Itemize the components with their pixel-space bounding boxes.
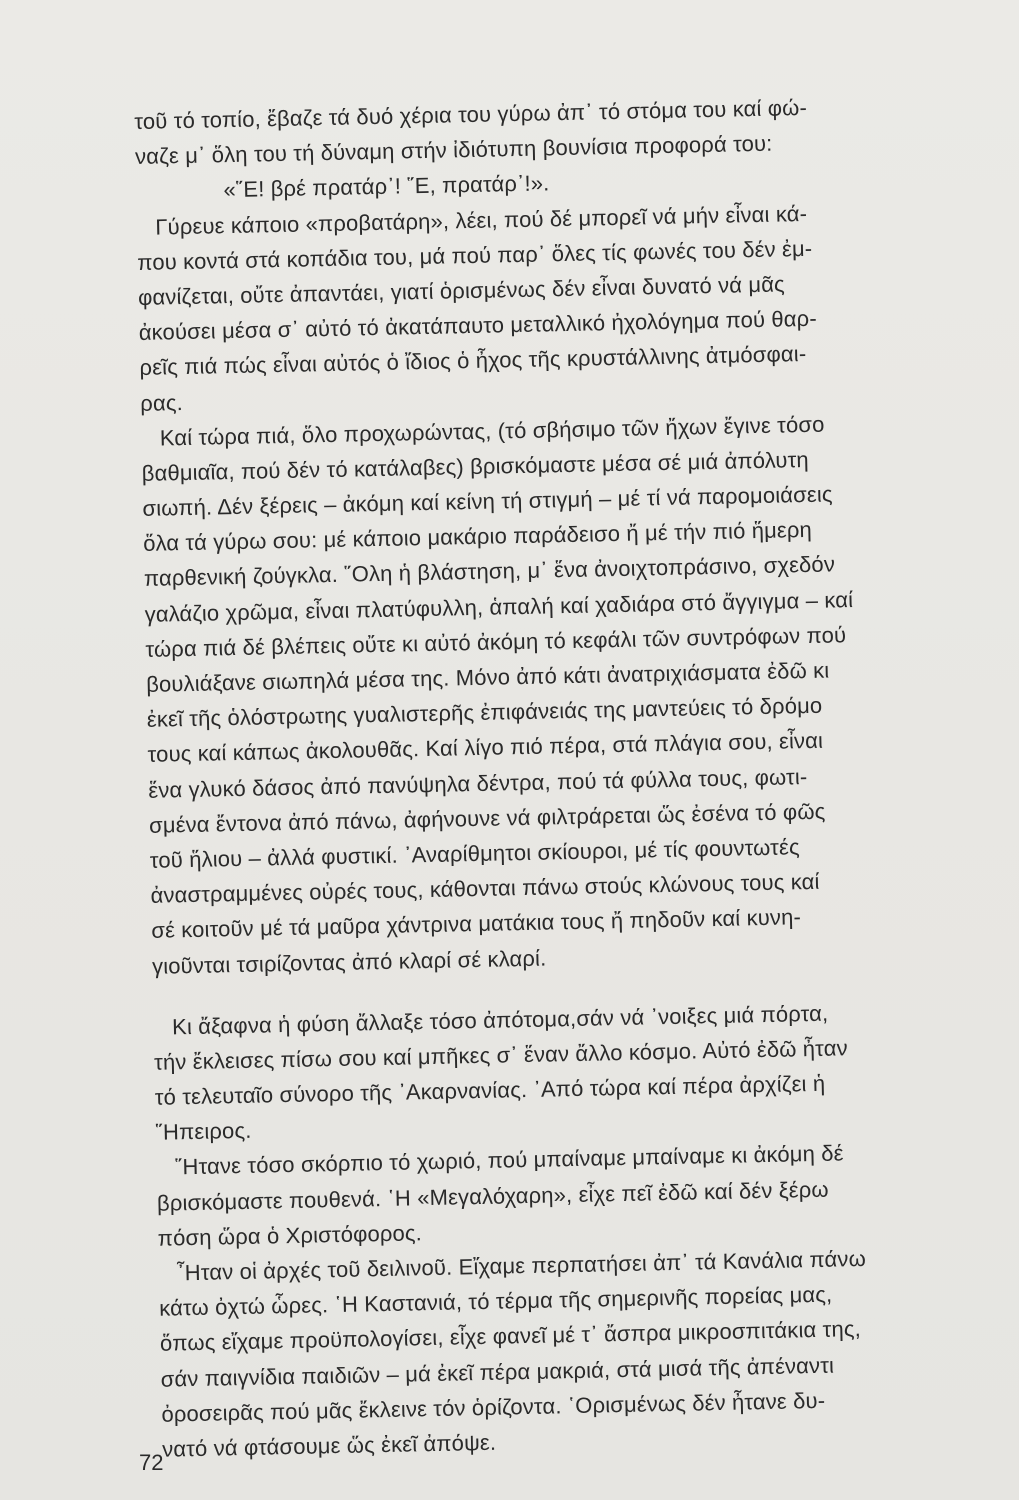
text-line: σέ κοιτοῦν μέ τά μαῦρα χάντρινα ματάκια τους ἤ πηδοῦν καί κυνη-	[151, 904, 802, 944]
text-line: κάτω ὀχτώ ὧρες. ῾Η Καστανιά, τό τέρμα τῆς σημερινῆς πορείας μας,	[158, 1281, 833, 1321]
text-line: σμένα ἔντονα ἀπό πάνω, ἀφήνουνε νά φιλτράρεται ὥς ἐσένα τό φῶς	[148, 798, 826, 838]
text-line: ἀκούσει μέσα σ᾽ αὐτό τό ἀκατάπαυτο μεταλλικό ἠχολόγημα πού θαρ-	[138, 305, 818, 346]
text-line: σιωπή. Δέν ξέρεις – ἀκόμη καί κείνη τή στιγμή – μέ τί νά παρομοιάσεις	[142, 481, 833, 521]
text-line: βουλιάξανε σιωπηλά μέσα της. Μόνο ἀπό κάτι ἀνατριχιάσματα ἐδῶ κι	[145, 657, 830, 697]
text-line: τό τελευταῖο σύνορο τῆς ᾽Ακαρνανίας. ᾽Από τώρα καί πέρα ἀρχίζει ἡ	[154, 1070, 826, 1110]
text-line: που κοντά στά κοπάδια του, μά πού παρ᾽ ὅλες τίς φωνές του δέν ἐμ-	[137, 235, 813, 275]
text-line: ὅλα τά γύρω σου: μέ κάποιο μακάριο παράδεισο ἤ μέ τήν πιό ἥμερη	[142, 517, 813, 557]
page-number: 72	[139, 1450, 164, 1475]
text-line: τώρα πιά δέ βλέπεις οὔτε κι αὐτό ἀκόμη τό κεφάλι τῶν συντρόφων πού	[145, 622, 847, 662]
text-line: Καί τώρα πιά, ὅλο προχωρώντας, (τό σβήσιμο τῶν ἤχων ἔγινε τόσο	[140, 411, 825, 451]
text-line: παρθενική ζούγκλα. ῞Ολη ἡ βλάστηση, μ᾽ ἕνα ἀνοιχτοπράσινο, σχεδόν	[143, 551, 836, 592]
text-line: ρας.	[140, 389, 184, 416]
text-line: ναζε μ᾽ ὅλη του τή δύναμη στήν ἰδιότυπη βουνίσια προφορά του:	[134, 130, 773, 170]
text-line: γαλάζιο χρῶμα, εἶναι πλατύφυλλη, ἁπαλή καί χαδιάρα στό ἄγγιγμα – καί	[144, 586, 854, 627]
text-line: ρεῖς πιά πώς εἶναι αὐτός ὁ ἴδιος ὁ ἦχος τῆς κρυστάλλινης ἀτμόσφαι-	[139, 341, 807, 381]
text-line: σάν παιγνίδια παιδιῶν – μά ἐκεῖ πέρα μακριά, στά μισά τῆς ἀπέναντι	[160, 1352, 835, 1392]
text-line: ὀροσειρᾶς πού μᾶς ἔκλεινε τόν ὁρίζοντα. ῾Ορισμένως δέν ἦτανε δυ-	[161, 1387, 826, 1427]
text-line: βαθμιαῖα, πού δέν τό κατάλαβες) βρισκόμαστε μέσα σέ μιά ἀπόλυτη	[141, 446, 810, 486]
text-line: φανίζεται, οὔτε ἀπαντάει, γιατί ὁρισμένως δέν εἶναι δυνατό νά μᾶς	[137, 271, 786, 310]
text-line: νατό νά φτάσουμε ὥς ἐκεῖ ἀπόψε.	[161, 1429, 497, 1462]
text-line: τοῦ ἥλιου – ἀλλά φυστικί. ᾽Αναρίθμητοι σκίουροι, μέ τίς φουντωτές	[149, 834, 800, 873]
text-line: πόση ὥρα ὁ Χριστόφορος.	[157, 1220, 423, 1251]
text-line: ἕνα γλυκό δάσος ἀπό πανύψηλα δέντρα, πού τά φύλλα τους, φωτι-	[148, 763, 808, 803]
text-line: τους καί κάπως ἀκολουθᾶς. Καί λίγο πιό πέρα, στά πλάγια σου, εἶναι	[147, 728, 824, 768]
text-line: ὅπως εἴχαμε προϋπολογίσει, εἶχε φανεῖ μέ τ᾽ ἄσπρα μικροσπιτάκια της,	[159, 1316, 862, 1357]
text-line: ἀναστραμμένες οὐρές τους, κάθονται πάνω στούς κλώνους τους καί	[150, 868, 820, 908]
text-line: Κι ἄξαφνα ἡ φύση ἄλλαξε τόσο ἀπότομα,σάν νά ᾽νοιξες μιά πόρτα,	[153, 1000, 829, 1040]
body-text	[134, 86, 1019, 1467]
text-line: «῞Ε! βρέ πρατάρ᾽! ῞Ε, πρατάρ᾽!».	[135, 170, 550, 205]
text-line: ῏Ηταν οἱ ἀρχές τοῦ δειλινοῦ. Εἴχαμε περπατήσει ἀπ᾽ τά Κανάλια πάνω	[158, 1245, 867, 1286]
text-line: τοῦ τό τοπίο, ἔβαζε τά δυό χέρια του γύρω ἀπ᾽ τό στόμα του καί φώ-	[134, 94, 808, 134]
text-line: βρισκόμαστε πουθενά. ῾Η «Μεγαλόχαρη», εἶχε πεῖ ἐδῶ καί δέν ξέρω	[156, 1176, 829, 1216]
text-line: γιοῦνται τσιρίζοντας ἀπό κλαρί σέ κλαρί.	[151, 945, 547, 979]
text-line: ἐκεῖ τῆς ὁλόστρωτης γυαλιστερῆς ἐπιφάνειάς της μαντεύεις τό δρόμο	[146, 692, 823, 733]
text-line: ῞Ητανε τόσο σκόρπιο τό χωριό, πού μπαίναμε μπαίναμε κι ἀκόμη δέ	[156, 1140, 844, 1181]
text-line: ῞Ηπειρος.	[155, 1118, 252, 1146]
text-line: τήν ἔκλεισες πίσω σου καί μπῆκες σ᾽ ἕναν ἄλλο κόσμο. Αὐτό ἐδῶ ἦταν	[153, 1035, 848, 1075]
text-line: Γύρευε κάποιο «προβατάρη», λέει, πού δέ μπορεῖ νά μήν εἶναι κά-	[136, 200, 808, 240]
